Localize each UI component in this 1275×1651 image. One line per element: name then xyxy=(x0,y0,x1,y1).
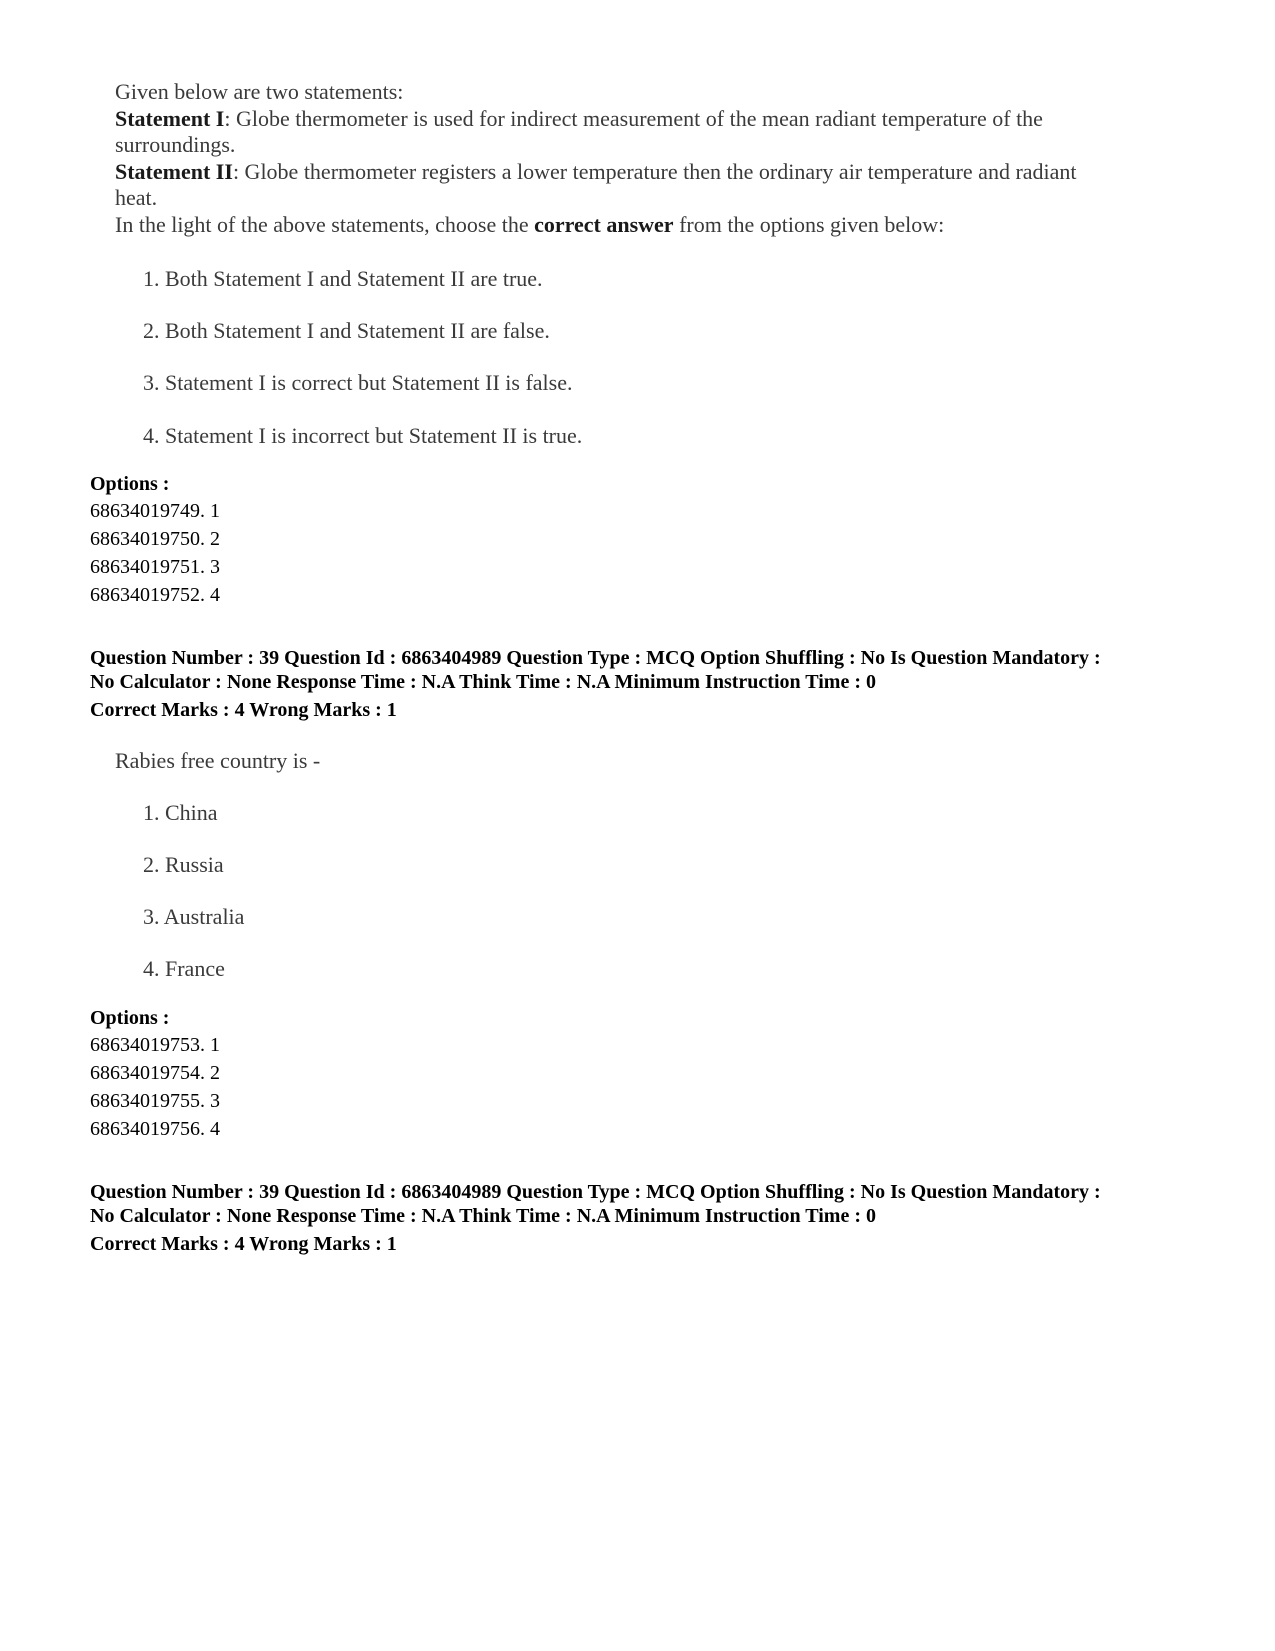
question-next-meta-line-1: Question Number : 39 Question Id : 6863404989 Question Type : MCQ Option Shuffling : No Is Question Mandatory : xyxy=(90,1181,1101,1203)
question-next-meta-line-2: No Calculator : None Response Time : N.A Think Time : N.A Minimum Instruction Time : 0 xyxy=(90,1204,876,1227)
question-38-options-label: Options : xyxy=(90,473,170,495)
question-39-options-label: Options : xyxy=(90,1007,170,1029)
question-39-choice-4: 4. France xyxy=(143,956,225,981)
question-39-option-1: 68634019753. 1 xyxy=(90,1034,220,1056)
question-39-meta-line-1: Question Number : 39 Question Id : 6863404989 Question Type : MCQ Option Shuffling : No Is Question Mandatory : xyxy=(90,647,1101,669)
question-39-marks: Correct Marks : 4 Wrong Marks : 1 xyxy=(90,699,397,721)
question-39-choice-3: 3. Australia xyxy=(143,904,245,929)
question-39-choice-2: 2. Russia xyxy=(143,852,224,877)
statement-1 xyxy=(115,106,1175,133)
question-38-intro: Given below are two statements: xyxy=(115,79,404,104)
instruction-post: from the options given below: xyxy=(673,211,945,237)
instruction-bold: correct answer xyxy=(534,211,674,237)
question-39-meta-line-2: No Calculator : None Response Time : N.A Think Time : N.A Minimum Instruction Time : 0 xyxy=(90,670,876,693)
question-next-marks: Correct Marks : 4 Wrong Marks : 1 xyxy=(90,1233,397,1255)
question-38-choice-1: 1. Both Statement I and Statement II are true. xyxy=(143,266,543,291)
question-38-option-4: 68634019752. 4 xyxy=(90,584,220,606)
question-38-option-3: 68634019751. 3 xyxy=(90,556,220,578)
question-38-choice-2: 2. Both Statement I and Statement II are false. xyxy=(143,318,550,343)
question-39-option-3: 68634019755. 3 xyxy=(90,1090,220,1112)
statement-1-text: : Globe thermometer is used for indirect measurement of the mean radiant temperature of the xyxy=(224,105,1043,131)
question-38-choice-4: 4. Statement I is incorrect but Statement II is true. xyxy=(143,423,583,448)
question-39-meta xyxy=(90,647,1210,694)
statement-2-text: : Globe thermometer registers a lower temperature then the ordinary air temperature and radiant xyxy=(232,158,1077,184)
question-39-option-4: 68634019756. 4 xyxy=(90,1118,220,1140)
question-38-choice-3: 3. Statement I is correct but Statement II is false. xyxy=(143,370,573,395)
question-38-option-1: 68634019749. 1 xyxy=(90,500,220,522)
question-38-instruction xyxy=(115,212,1175,239)
statement-1-label: Statement I xyxy=(115,105,225,131)
statement-1-continuation: surroundings. xyxy=(115,132,236,157)
question-39-prompt: Rabies free country is - xyxy=(115,748,321,773)
question-39-option-2: 68634019754. 2 xyxy=(90,1062,220,1084)
statement-2-label: Statement II xyxy=(115,158,233,184)
question-38-text xyxy=(115,79,1175,238)
statement-2 xyxy=(115,159,1175,186)
statement-2-continuation: heat. xyxy=(115,185,158,210)
question-38-option-2: 68634019750. 2 xyxy=(90,528,220,550)
question-39-choice-1: 1. China xyxy=(143,800,218,825)
question-next-meta xyxy=(90,1181,1210,1228)
instruction-pre: In the light of the above statements, choose the xyxy=(115,211,535,237)
